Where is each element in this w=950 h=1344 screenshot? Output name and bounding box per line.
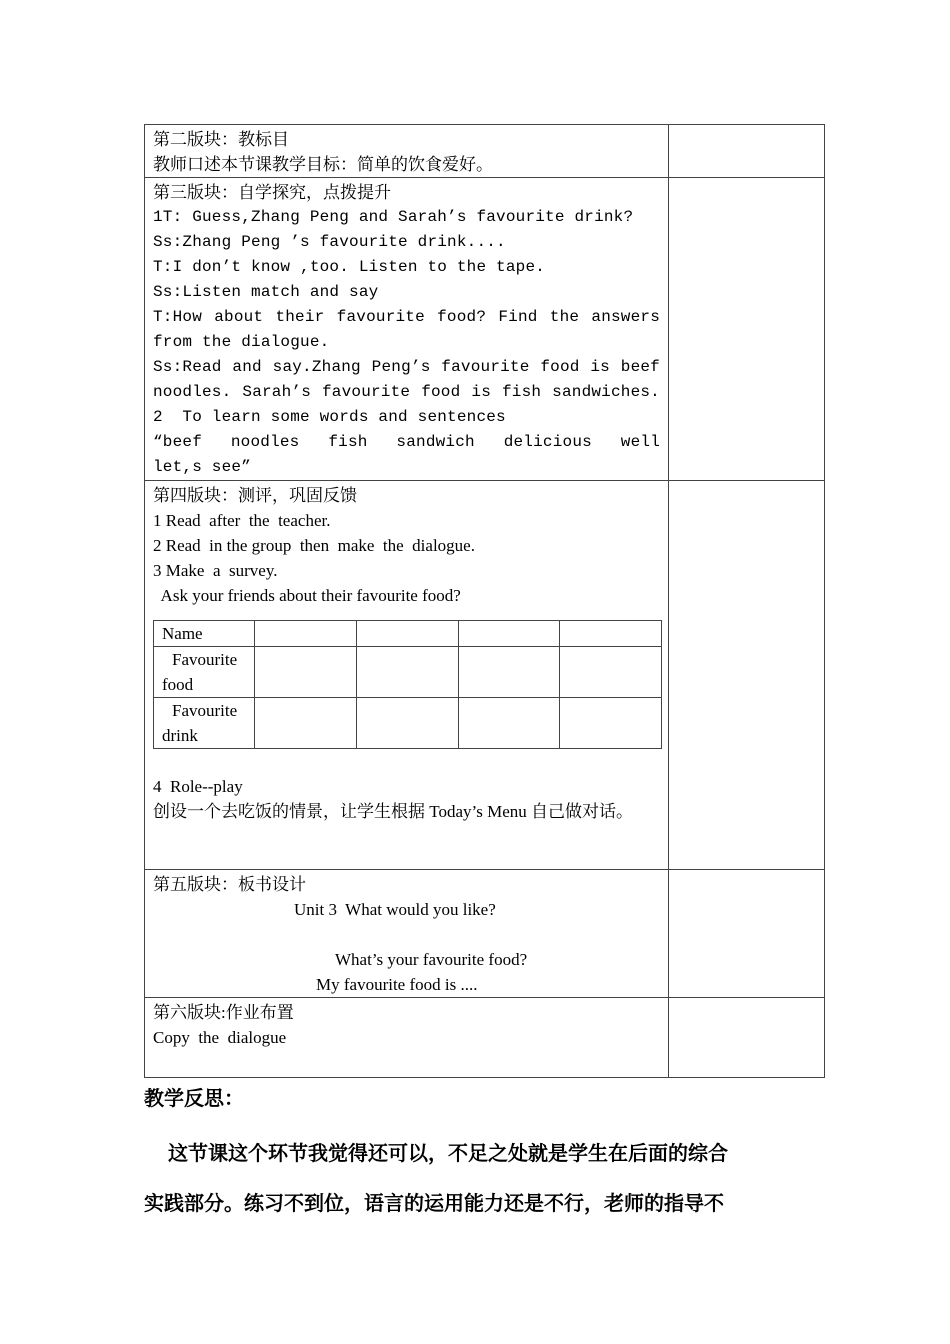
section-2-notes bbox=[669, 125, 825, 178]
section-4-line: 2 Read in the group then make the dialogue. bbox=[153, 536, 475, 555]
section-2-content bbox=[145, 125, 669, 178]
section-4-heading: 第四版块：测评，巩固反馈 bbox=[153, 486, 357, 505]
section-4-notes bbox=[669, 481, 825, 870]
survey-cell bbox=[255, 621, 357, 647]
section-3-notes bbox=[669, 178, 825, 481]
survey-cell bbox=[560, 647, 662, 698]
survey-label-drink: Favourite drink bbox=[154, 698, 255, 749]
section-2-body: 教师口述本节课教学目标：简单的饮食爱好。 bbox=[153, 155, 493, 174]
roleplay-body: 创设一个去吃饭的情景，让学生根据 Today’s Menu 自己做对话。 bbox=[153, 802, 633, 821]
reflection-title: 教学反思： bbox=[144, 1086, 244, 1110]
section-3-line: “beef noodles fish sandwich delicious well bbox=[153, 433, 660, 451]
survey-row-food bbox=[154, 647, 662, 698]
survey-table bbox=[153, 620, 662, 749]
section-3-heading: 第三版块：自学探究，点拨提升 bbox=[153, 183, 391, 202]
survey-cell bbox=[255, 647, 357, 698]
section-4-line: 1 Read after the teacher. bbox=[153, 511, 331, 530]
section-6-content bbox=[145, 998, 669, 1078]
roleplay-title: 4 Role--play bbox=[153, 777, 243, 796]
reflection-line: 这节课这个环节我觉得还可以，不足之处就是学生在后面的综合 bbox=[168, 1141, 728, 1165]
survey-row-drink bbox=[154, 698, 662, 749]
survey-row-name bbox=[154, 621, 662, 647]
section-5-heading: 第五版块：板书设计 bbox=[153, 875, 306, 894]
survey-cell bbox=[255, 698, 357, 749]
section-3-line: T:How about their favourite food? Find the answers bbox=[153, 308, 660, 326]
section-3-row bbox=[145, 178, 825, 481]
section-4-content bbox=[145, 481, 669, 870]
reflection-body bbox=[144, 1128, 816, 1228]
section-3-line: 2 To learn some words and sentences bbox=[153, 408, 506, 426]
survey-cell bbox=[560, 621, 662, 647]
section-6-row bbox=[145, 998, 825, 1078]
survey-cell bbox=[458, 647, 560, 698]
section-3-line: from the dialogue. bbox=[153, 333, 330, 351]
survey-cell bbox=[458, 698, 560, 749]
section-6-notes bbox=[669, 998, 825, 1078]
section-6-body: Copy the dialogue bbox=[153, 1028, 287, 1047]
section-2-row bbox=[145, 125, 825, 178]
survey-cell bbox=[356, 647, 458, 698]
survey-cell bbox=[356, 698, 458, 749]
section-3-line: let,s see” bbox=[153, 458, 252, 476]
section-3-line: 1T: Guess,Zhang Peng and Sarah’s favourite drink? bbox=[153, 208, 634, 226]
section-3-content bbox=[145, 178, 669, 481]
survey-cell bbox=[560, 698, 662, 749]
board-title: Unit 3 What would you like? bbox=[294, 900, 496, 919]
section-4-row bbox=[145, 481, 825, 870]
section-4-line: Ask your friends about their favourite food? bbox=[153, 586, 461, 605]
section-3-line: Ss:Listen match and say bbox=[153, 283, 379, 301]
lesson-plan-table bbox=[144, 124, 825, 1078]
board-answer: My favourite food is .... bbox=[316, 975, 478, 994]
section-5-content bbox=[145, 870, 669, 998]
reflection-line: 实践部分。练习不到位，语言的运用能力还是不行，老师的指导不 bbox=[144, 1191, 724, 1215]
survey-cell bbox=[356, 621, 458, 647]
section-3-line: noodles. Sarah’s favourite food is fish sandwiches. bbox=[153, 383, 660, 401]
board-question: What’s your favourite food? bbox=[335, 950, 528, 969]
section-3-line: T:I don’t know ,too. Listen to the tape. bbox=[153, 258, 546, 276]
section-6-heading: 第六版块:作业布置 bbox=[153, 1003, 294, 1022]
section-5-notes bbox=[669, 870, 825, 998]
section-3-line: Ss:Zhang Peng ’s favourite drink.... bbox=[153, 233, 506, 251]
section-3-line: Ss:Read and say.Zhang Peng’s favourite food is beef bbox=[153, 358, 660, 376]
survey-label-food: Favourite food bbox=[154, 647, 255, 698]
section-2-heading: 第二版块：教标目 bbox=[153, 130, 289, 149]
survey-label-name: Name bbox=[154, 621, 255, 647]
survey-cell bbox=[458, 621, 560, 647]
section-5-row bbox=[145, 870, 825, 998]
section-4-line: 3 Make a survey. bbox=[153, 561, 278, 580]
